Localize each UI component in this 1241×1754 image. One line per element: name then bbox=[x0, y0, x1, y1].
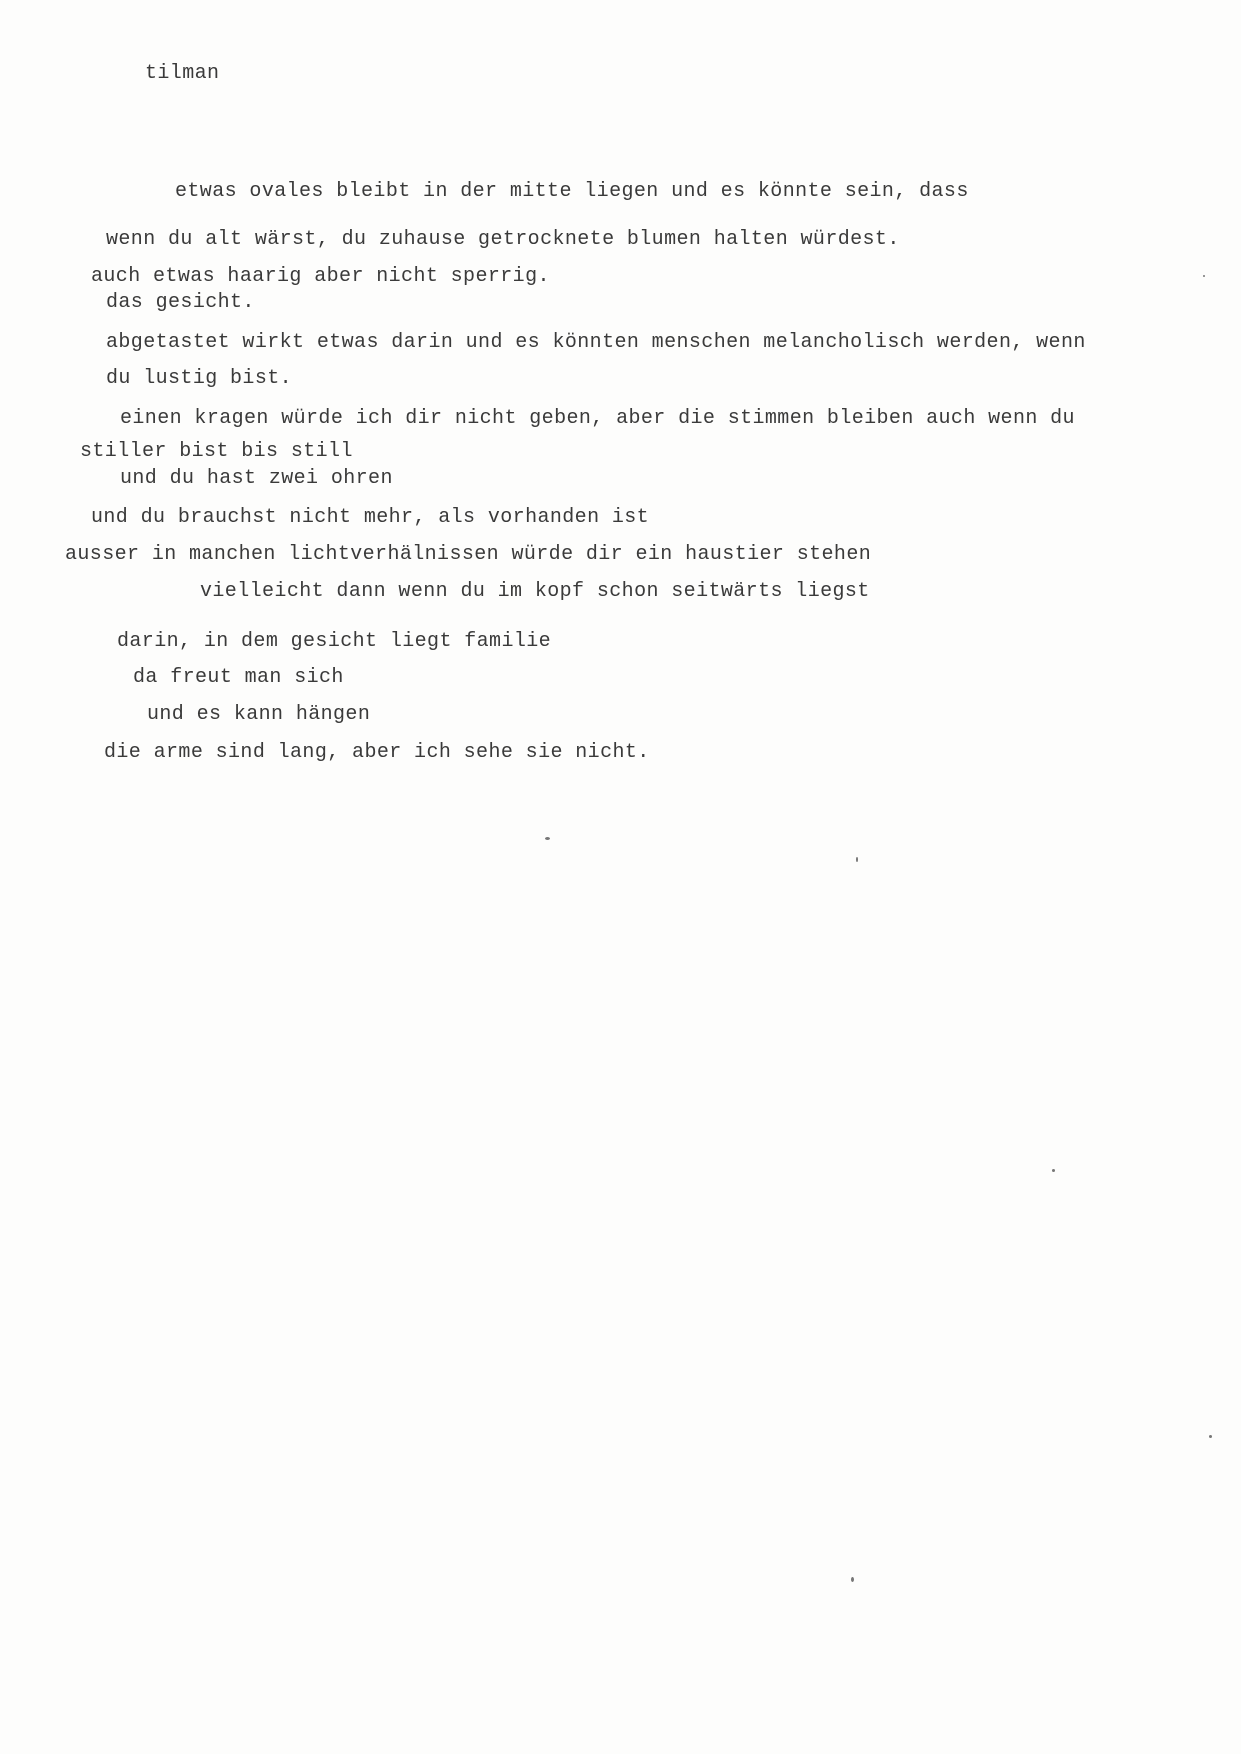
scan-speck bbox=[1209, 1435, 1212, 1438]
scan-speck bbox=[856, 857, 858, 862]
poem-line: einen kragen würde ich dir nicht geben, aber die stimmen bleiben auch wenn du bbox=[120, 407, 1075, 430]
poem-line: abgetastet wirkt etwas darin und es könnten menschen melancholisch werden, wenn bbox=[106, 331, 1086, 354]
poem-line: da freut man sich bbox=[133, 666, 344, 689]
poem-line: und du hast zwei ohren bbox=[120, 467, 393, 490]
poem-line: du lustig bist. bbox=[106, 367, 293, 390]
scan-speck bbox=[545, 837, 550, 840]
scan-speck bbox=[1052, 1169, 1055, 1172]
poem-line: wenn du alt wärst, du zuhause getrocknete blumen halten würdest. bbox=[106, 228, 900, 251]
poem-title: tilman bbox=[145, 62, 220, 85]
poem-line: etwas ovales bleibt in der mitte liegen und es könnte sein, dass bbox=[175, 180, 969, 203]
poem-line: die arme sind lang, aber ich sehe sie nicht. bbox=[104, 741, 650, 764]
poem-line: ausser in manchen lichtverhälnissen würde dir ein haustier stehen bbox=[65, 543, 872, 566]
poem-line: das gesicht. bbox=[106, 291, 255, 314]
poem-line: auch etwas haarig aber nicht sperrig. bbox=[91, 265, 550, 288]
poem-line: vielleicht dann wenn du im kopf schon seitwärts liegst bbox=[200, 580, 870, 603]
poem-line: und es kann hängen bbox=[147, 703, 371, 726]
scan-speck bbox=[851, 1577, 854, 1582]
scan-speck bbox=[1203, 275, 1205, 277]
poem-line: und du brauchst nicht mehr, als vorhanden ist bbox=[91, 506, 650, 529]
poem-line: darin, in dem gesicht liegt familie bbox=[117, 630, 552, 653]
poem-line: stiller bist bis still bbox=[80, 440, 353, 463]
